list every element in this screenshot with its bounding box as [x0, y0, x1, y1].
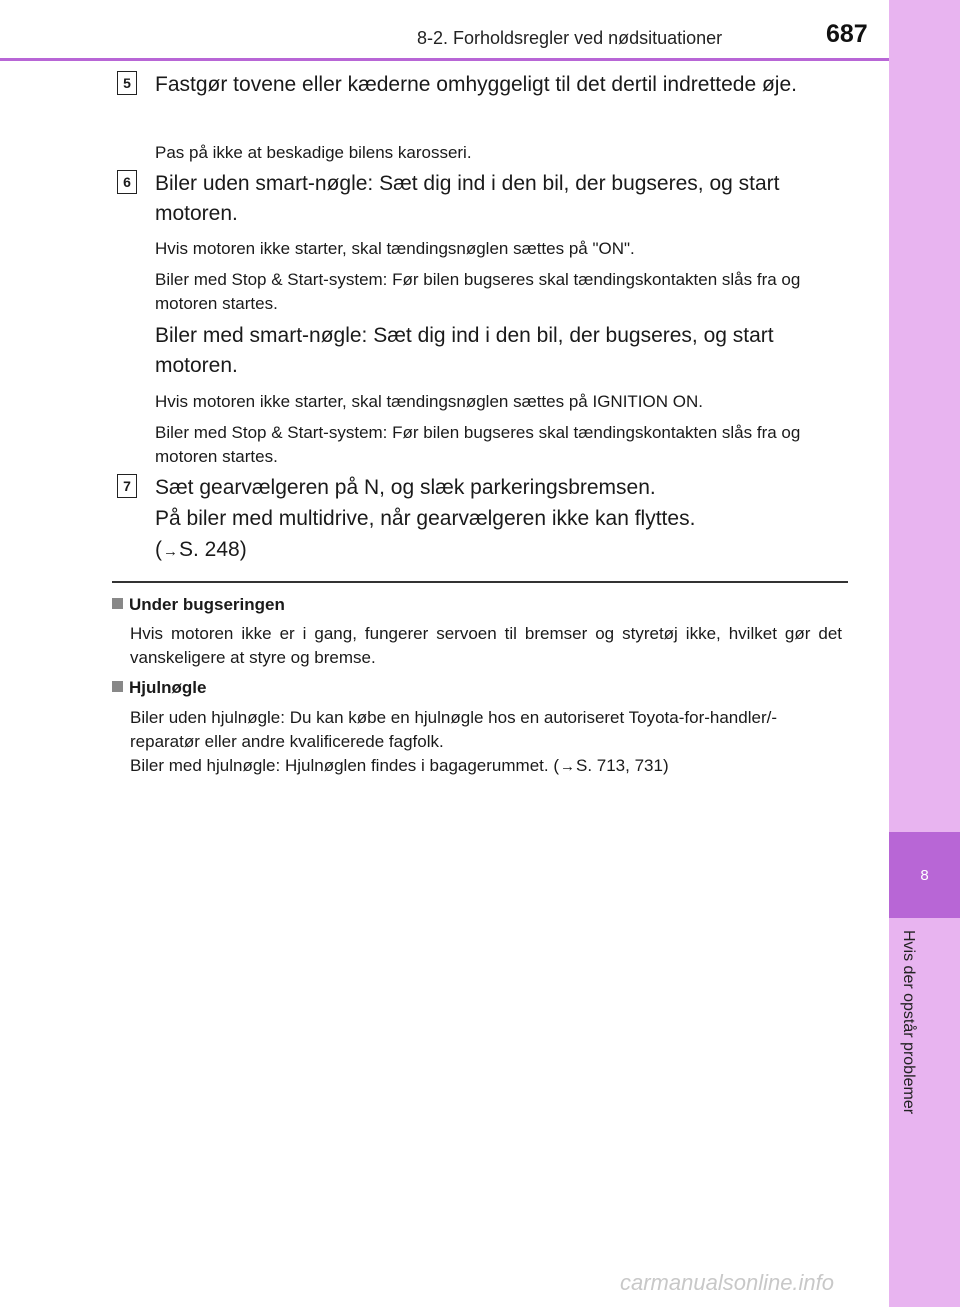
- square-bullet-icon: [112, 681, 123, 692]
- step-5-note: Pas på ikke at beskadige bilens karosseri.: [155, 143, 472, 162]
- note-body-towing: Hvis motoren ikke er i gang, fungerer servoen til bremser og styretøj ikke, hvilket gør det vanskeligere at styre og bremse.: [130, 624, 842, 667]
- step-7-line-2: På biler med multidrive, når gearvælgeren ikke kan flyttes.: [155, 507, 696, 530]
- note-title-towing: Under bugseringen: [112, 594, 285, 616]
- step-6-text: Biler uden smart-nøgle: Sæt dig ind i den bil, der bugseres, og start motoren.: [155, 172, 780, 225]
- note-body-wheel-wrench-2[interactable]: Biler med hjulnøgle: Hjulnøglen findes i bagagerummet. (→S. 713, 731): [130, 754, 842, 779]
- step-6-note-3: Hvis motoren ikke starter, skal tændingsnøglen sættes på IGNITION ON.: [155, 392, 703, 411]
- step-6-note-1: Hvis motoren ikke starter, skal tændingsnøglen sættes på "ON".: [155, 239, 635, 258]
- square-bullet-icon: [112, 598, 123, 609]
- step-6-note-2: Biler med Stop & Start-system: Før bilen bugseres skal tændingskontakten slås fra og motoren startes.: [155, 270, 801, 313]
- step-number-6: 6: [117, 170, 137, 194]
- note-title-wheel-wrench: Hjulnøgle: [112, 677, 206, 699]
- note-body-wheel-wrench-1: Biler uden hjulnøgle: Du kan købe en hjulnøgle hos en autoriseret Toyota-for-handler/-reparatør eller andre kvalificerede fagfolk.: [130, 708, 777, 751]
- header-divider: [0, 58, 889, 61]
- step-6-note-4: Biler med Stop & Start-system: Før bilen bugseres skal tændingskontakten slås fra og motoren startes.: [155, 423, 801, 466]
- section-header: 8-2. Forholdsregler ved nødsituationer: [417, 28, 723, 48]
- watermark: carmanualsonline.info: [620, 1270, 835, 1295]
- step-5-text: Fastgør tovene eller kæderne omhyggeligt til det dertil indrettede øje.: [155, 73, 797, 96]
- step-7-reference[interactable]: [155, 535, 842, 567]
- section-divider: [112, 581, 848, 583]
- step-6-text-2: Biler med smart-nøgle: Sæt dig ind i den bil, der bugseres, og start motoren.: [155, 324, 774, 377]
- step-number-5: 5: [117, 71, 137, 95]
- ref-open-paren: (: [155, 538, 162, 561]
- ref-page: S. 248): [179, 538, 247, 561]
- arrow-right-icon: →: [163, 543, 178, 560]
- arrow-right-icon: →: [559, 758, 575, 775]
- chapter-title: Hvis der opstår problemer: [900, 930, 917, 1115]
- chapter-tab[interactable]: [889, 832, 960, 918]
- page-number: 687: [826, 20, 868, 48]
- step-7-line-1: Sæt gearvælgeren på N, og slæk parkeringsbremsen.: [155, 476, 656, 499]
- step-number-7: 7: [117, 474, 137, 498]
- chapter-number: 8: [920, 866, 929, 884]
- ref-pages: S. 713, 731): [575, 756, 669, 775]
